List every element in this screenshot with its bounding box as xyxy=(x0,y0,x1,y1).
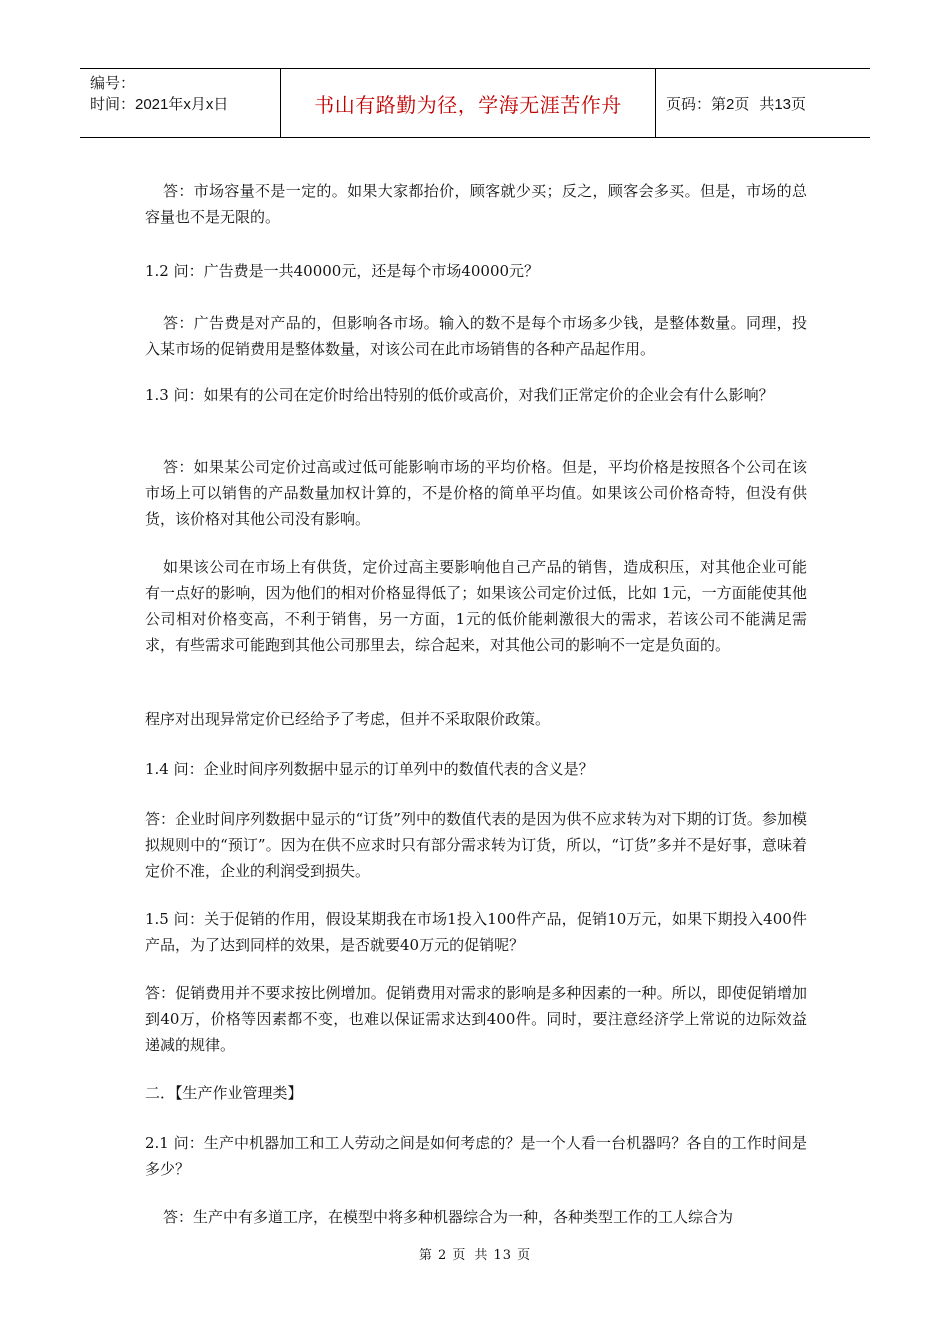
question-heading: 1.3 问：如果有的公司在定价时给出特别的低价或高价，对我们正常定价的企业会有什么影响？ xyxy=(145,386,774,404)
document-time-label: 时间：2021年x月x日 xyxy=(90,96,229,113)
page-footer xyxy=(0,1244,950,1263)
question-heading: 1.5 问：关于促销的作用，假设某期我在市场1投入100件产品，促销10万元，如果下期投入400件产品，为了达到同样的效果，是否就要40万元的促销呢？ xyxy=(145,910,807,954)
header-meta xyxy=(80,69,281,137)
answer-paragraph: 答：促销费用并不要求按比例增加。促销费用对需求的影响是多种因素的一种。所以，即使促销增加到40万，价格等因素都不变，也难以保证需求达到400件。同时，要注意经济学上常说的边际效益递减的规律。 xyxy=(145,984,807,1054)
question-heading: 1.4 问：企业时间序列数据中显示的订单列中的数值代表的含义是？ xyxy=(145,760,594,778)
answer-paragraph: 答：如果某公司定价过高或过低可能影响市场的平均价格。但是，平均价格是按照各个公司在该市场上可以销售的产品数量加权计算的，不是价格的简单平均值。如果该公司价格奇特，但没有供货，该价格对其他公司没有影响。 xyxy=(145,458,807,528)
header-page-number: 页码：第2页 xyxy=(666,95,750,113)
note-paragraph: 程序对出现异常定价已经给予了考虑，但并不采取限价政策。 xyxy=(145,710,551,728)
header-page-info xyxy=(656,69,870,137)
answer-paragraph: 答：广告费是对产品的，但影响各市场。输入的数不是每个市场多少钱，是整体数量。同理，投入某市场的促销费用是整体数量，对该公司在此市场销售的各种产品起作用。 xyxy=(145,314,807,358)
document-number-label: 编号： xyxy=(90,75,136,92)
answer-paragraph: 答：企业时间序列数据中显示的“订货”列中的数值代表的是因为供不应求转为对下期的订货。参加模拟规则中的“预订”。因为在供不应求时只有部分需求转为订货，所以，“订货”多并不是好事，意味着定价不准，企业的利润受到损失。 xyxy=(145,810,807,880)
answer-paragraph: 如果该公司在市场上有供货，定价过高主要影响他自己产品的销售，造成积压，对其他企业可能有一点好的影响，因为他们的相对价格显得低了；如果该公司定价过低，比如 1元，一方面能使其他公司相对价格变高，不利于销售，另一方面，1元的低价能刺激很大的需求，若该公司不能满足需求，有些需求可能跑到其他公司那里去，综合起来，对其他公司的影响不一定是负面的。 xyxy=(145,558,807,654)
footer-page-total: 共 13 页 xyxy=(474,1248,532,1263)
footer-page-number: 第 2 页 xyxy=(418,1248,467,1263)
page-header xyxy=(80,68,870,138)
question-heading: 2.1 问：生产中机器加工和工人劳动之间是如何考虑的？是一个人看一台机器吗？各自的工作时间是多少？ xyxy=(145,1134,807,1178)
answer-paragraph: 答：市场容量不是一定的。如果大家都抬价，顾客就少买；反之，顾客会多买。但是，市场的总容量也不是无限的。 xyxy=(145,182,807,226)
section-heading: 二．【生产作业管理类】 xyxy=(145,1084,303,1102)
answer-paragraph: 答：生产中有多道工序，在模型中将多种机器综合为一种，各种类型工作的工人综合为 xyxy=(163,1208,734,1226)
header-motto: 书山有路勤为径，学海无涯苦作舟 xyxy=(281,69,656,137)
header-page-total: 共13页 xyxy=(759,95,807,113)
question-heading: 1.2 问：广告费是一共40000元，还是每个市场40000元？ xyxy=(145,262,540,280)
